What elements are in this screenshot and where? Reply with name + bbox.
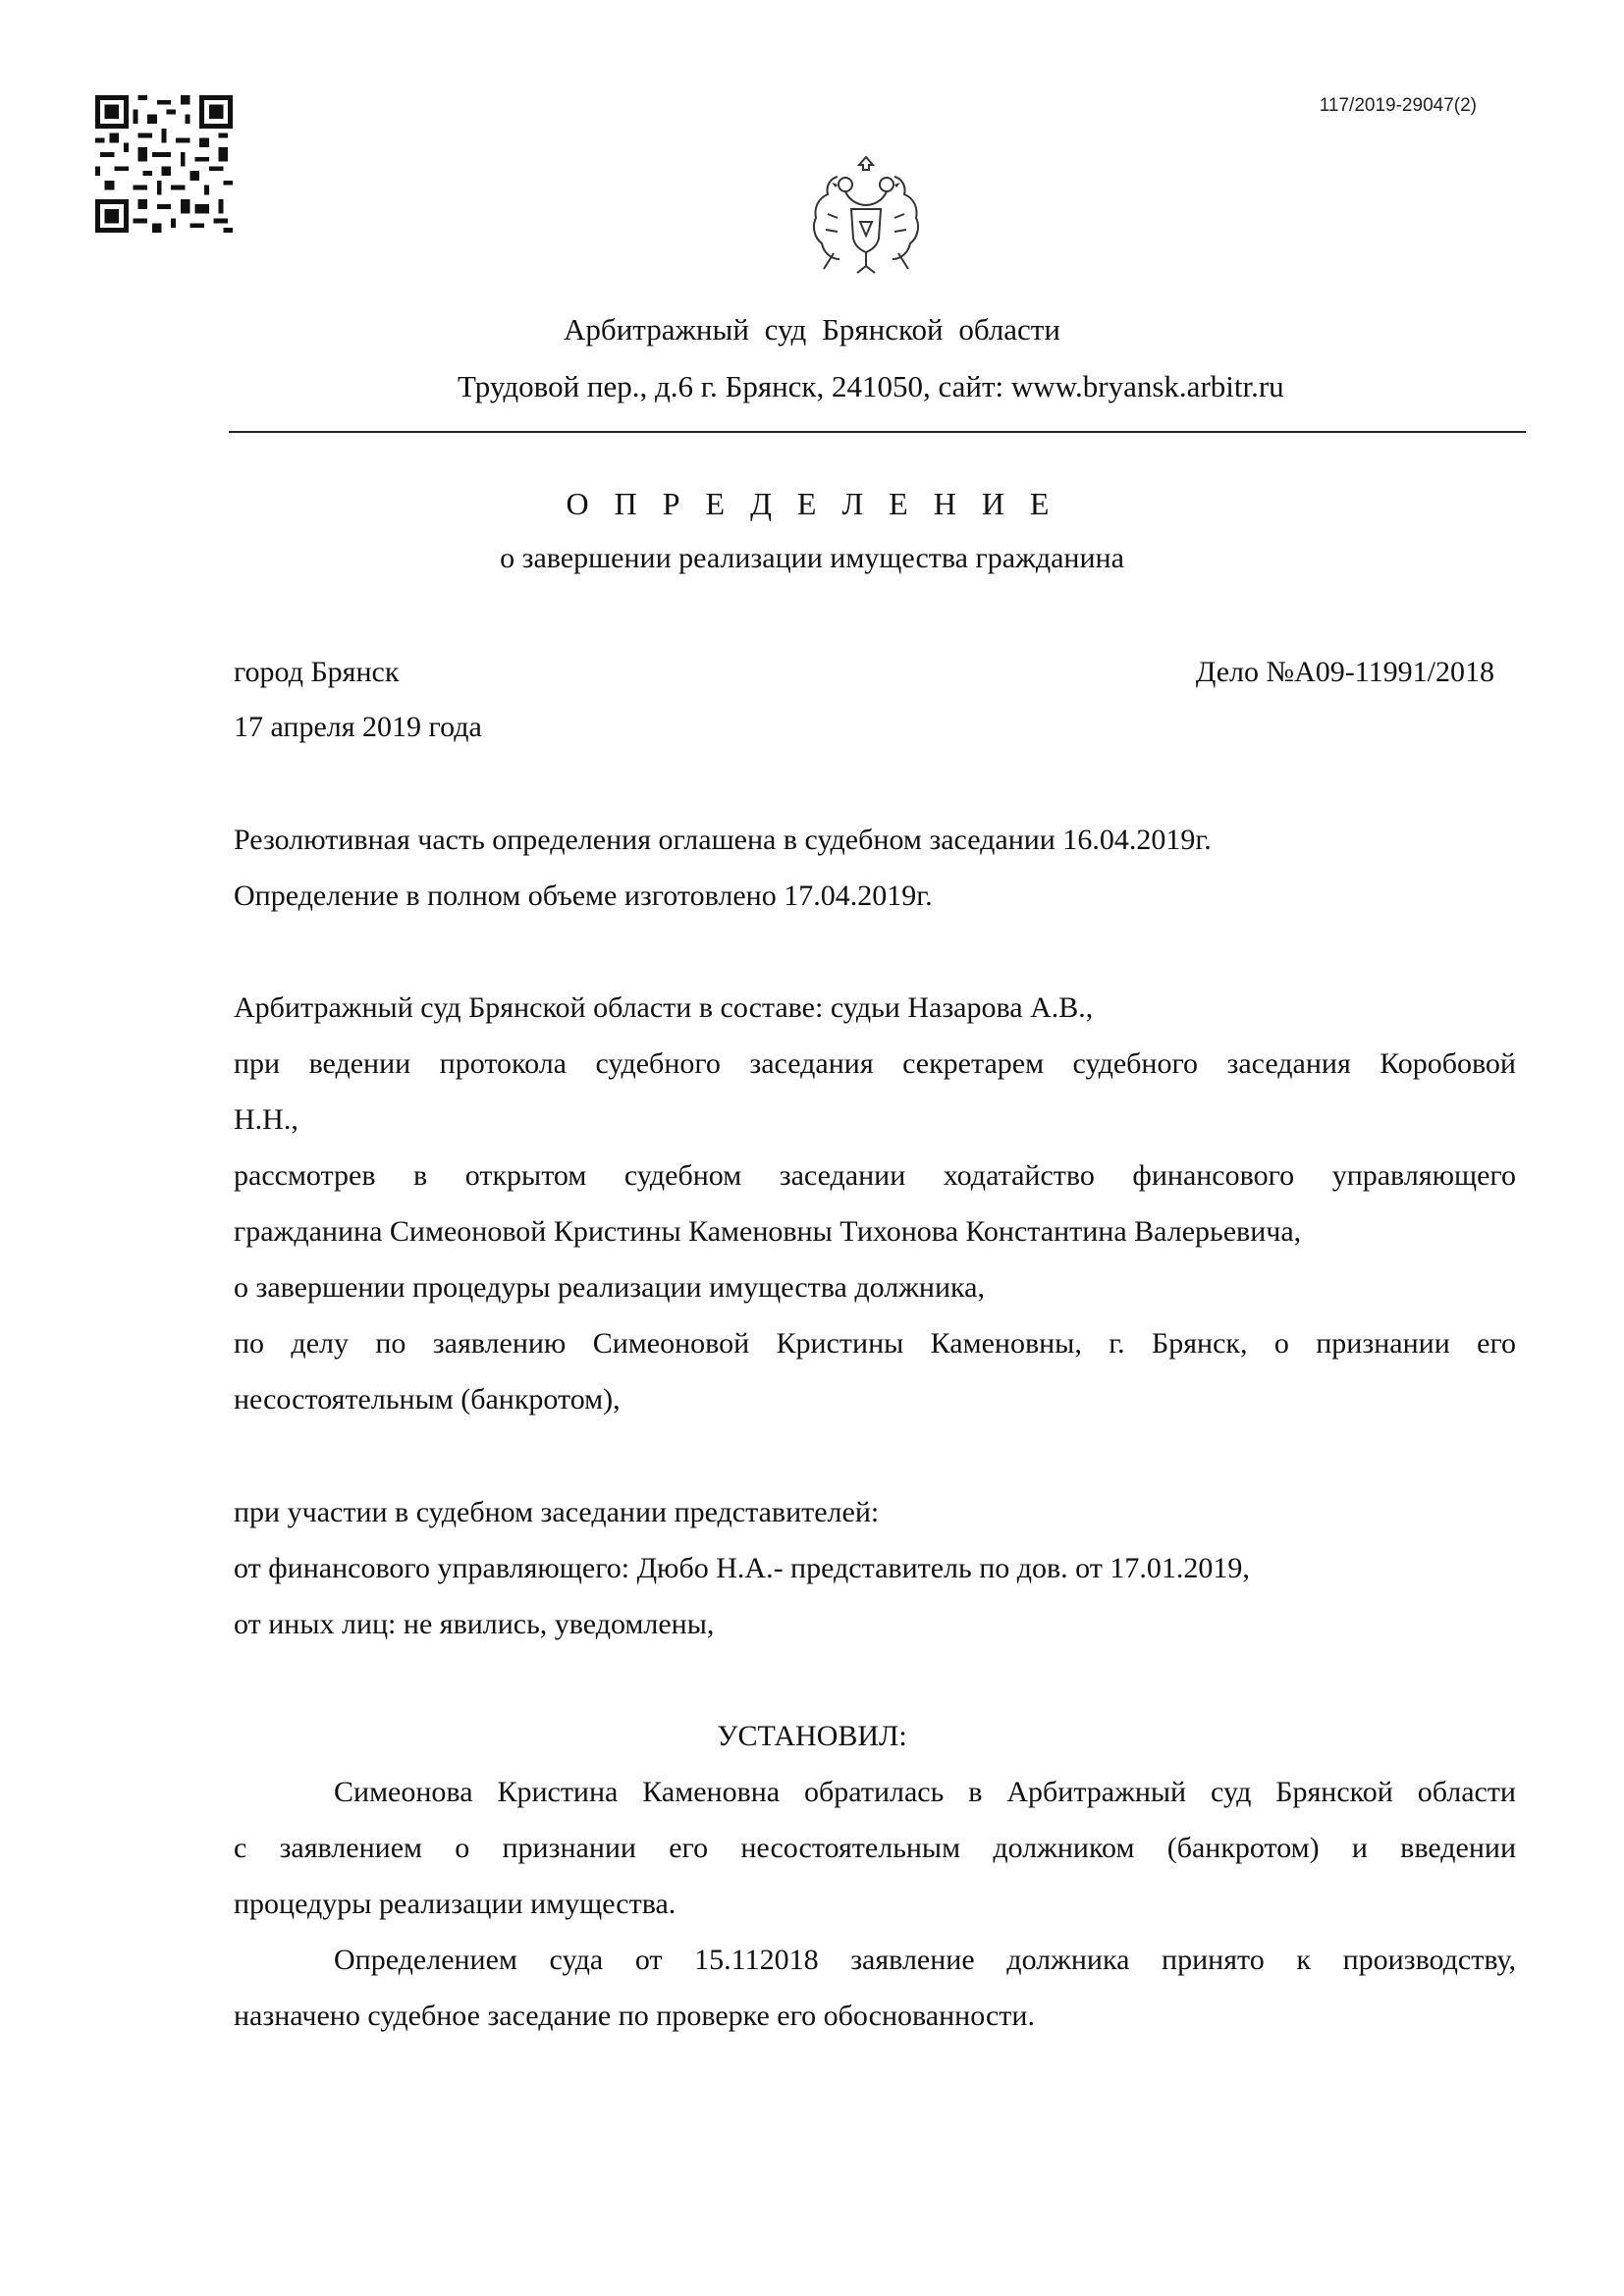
header-divider — [229, 431, 1526, 433]
document-number: 117/2019-29047(2) — [1319, 95, 1477, 116]
document-subtitle: о завершении реализации имущества гражданина — [500, 542, 1124, 574]
city: город Брянск — [234, 656, 400, 688]
paragraph-line: от иных лиц: не явились, уведомлены, — [234, 1608, 715, 1640]
paragraph-line: Симеонова Кристина Каменовна обратилась в Арбитражный суд Брянской области — [334, 1776, 1516, 1808]
paragraph-line: назначено судебное заседание по проверке его обоснованности. — [234, 2000, 1035, 2032]
paragraph-line: процедуры реализации имущества. — [234, 1888, 677, 1920]
state-emblem-icon — [808, 155, 924, 287]
paragraph-line: при участии в судебном заседании представителей: — [234, 1496, 880, 1528]
qr-code — [95, 95, 233, 233]
court-address: Трудовой пер., д.6 г. Брянск, 241050, сайт: www.bryansk.arbitr.ru — [458, 369, 1284, 403]
case-number: Дело №А09-11991/2018 — [1195, 656, 1494, 688]
paragraph-line: гражданина Симеоновой Кристины Каменовны Тихонова Константина Валерьевича, — [234, 1215, 1302, 1248]
paragraph-line: с заявлением о признании его несостоятельным должником (банкротом) и введении — [234, 1832, 1516, 1864]
document-date: 17 апреля 2019 года — [234, 711, 482, 743]
court-name: Арбитражный суд Брянской области — [564, 312, 1060, 347]
paragraph-line: Определением суда от 15.112018 заявление должника принято к производству, — [334, 1944, 1516, 1976]
paragraph-line: о завершении процедуры реализации имущества должника, — [234, 1271, 985, 1304]
paragraph-line: Арбитражный суд Брянской области в составе: судьи Назарова А.В., — [234, 991, 1094, 1024]
paragraph-line: от финансового управляющего: Дюбо Н.А.- представитель по дов. от 17.01.2019, — [234, 1552, 1250, 1584]
paragraph-line: при ведении протокола судебного заседания секретарем судебного заседания Коробовой — [234, 1047, 1516, 1080]
established-heading: УСТАНОВИЛ: — [717, 1720, 907, 1752]
paragraph-line: Н.Н., — [234, 1103, 298, 1136]
document-title: О П Р Е Д Е Л Е Н И Е — [566, 486, 1058, 521]
paragraph-line: Резолютивная часть определения оглашена в судебном заседании 16.04.2019г. — [234, 824, 1212, 856]
paragraph-line: Определение в полном объеме изготовлено 17.04.2019г. — [234, 880, 933, 912]
paragraph-line: несостоятельным (банкротом), — [234, 1383, 621, 1415]
paragraph-line: рассмотрев в открытом судебном заседании ходатайство финансового управляющего — [234, 1159, 1516, 1192]
paragraph-line: по делу по заявлению Симеоновой Кристины Каменовны, г. Брянск, о признании его — [234, 1327, 1516, 1360]
